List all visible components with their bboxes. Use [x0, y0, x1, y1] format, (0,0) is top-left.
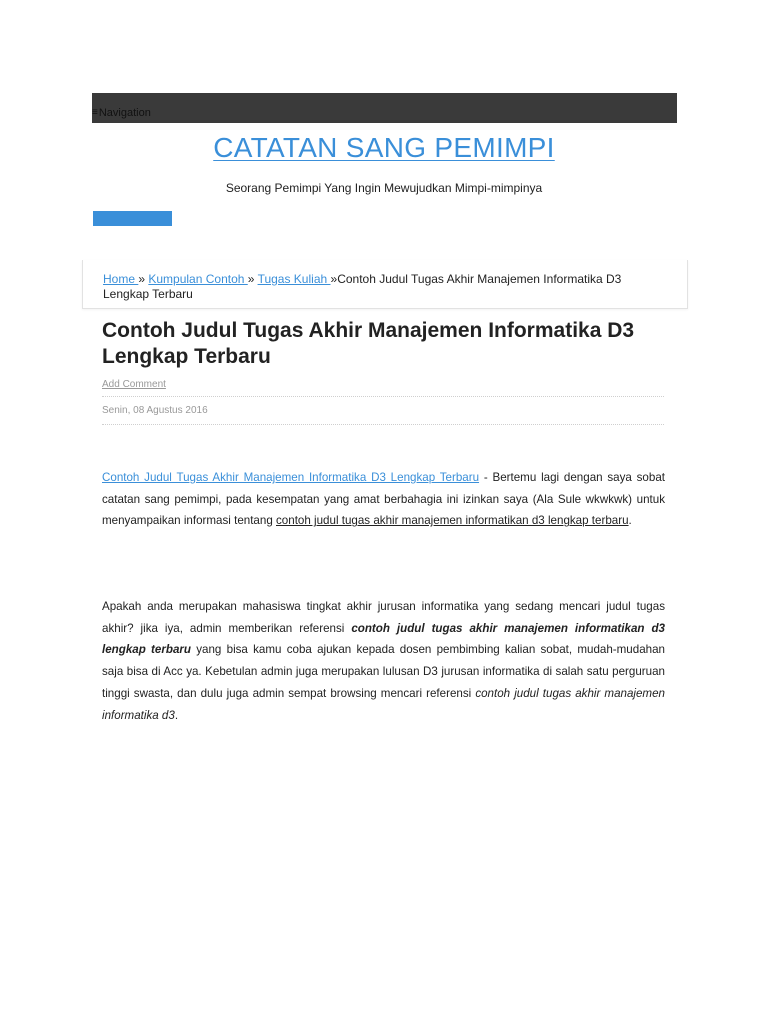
breadcrumb — [103, 272, 663, 302]
navigation-label: Navigation — [98, 107, 151, 119]
post-date: Senin, 08 Agustus 2016 — [102, 405, 664, 425]
paragraph-text: . — [628, 514, 632, 528]
breadcrumb-separator: » — [330, 272, 338, 286]
post-meta-comments — [102, 379, 664, 397]
post-title: Contoh Judul Tugas Akhir Manajemen Informatika D3 Lengkap Terbaru — [102, 319, 635, 368]
breadcrumb-kumpulan-contoh-link[interactable]: Kumpulan Contoh — [148, 272, 248, 286]
keyword-bold-italic: contoh judul tugas akhir manajemen informatikan d3 lengkap terbaru — [102, 621, 665, 657]
keyword-italic: contoh judul tugas akhir manajemen informatika d3 — [102, 686, 665, 722]
breadcrumb-current: Contoh Judul Tugas Akhir Manajemen Informatika D3 Lengkap Terbaru — [103, 272, 622, 301]
navigation-toggle[interactable] — [92, 107, 151, 119]
add-comment-link[interactable]: Add Comment — [102, 379, 166, 390]
site-title[interactable]: CATATAN SANG PEMIMPI — [213, 132, 555, 163]
post-paragraph-body — [102, 596, 665, 726]
breadcrumb-container — [82, 260, 688, 309]
site-tagline: Seorang Pemimpi Yang Ingin Mewujudkan Mimpi-mimpinya — [225, 181, 543, 195]
paragraph-text: yang bisa kamu coba ajukan kepada dosen pembimbing kalian sobat, mudah-mudahan saja bisa di Acc ya. Kebetulan admin juga merupakan lulusan D3 jurusan informatika di salah satu perguruan tinggi swasta, dan dulu juga admin sempat browsing mencari referensi — [102, 643, 665, 700]
navigation-bar — [92, 93, 677, 123]
hamburger-icon: ≡ — [92, 107, 98, 118]
paragraph-text: . — [174, 708, 179, 722]
breadcrumb-home-link[interactable]: Home — [103, 272, 139, 286]
post-title-link[interactable]: Contoh Judul Tugas Akhir Manajemen Informatika D3 Lengkap Terbaru — [102, 471, 480, 484]
post-paragraph-intro — [102, 467, 665, 532]
breadcrumb-separator: » — [138, 272, 149, 286]
paragraph-text: Apakah anda merupakan mahasiswa tingkat akhir jurusan informatika yang sedang mencari judul tugas akhir? jika iya, admin memberikan referensi — [102, 600, 665, 635]
paragraph-text: - Bertemu lagi dengan saya sobat catatan sang pemimpi, pada kesempatan yang amat berbahagia ini izinkan saya (Ala Sule wkwkwk) untuk menyampaikan informasi tentang — [102, 471, 665, 528]
menu-accent-bar[interactable] — [93, 211, 172, 226]
keyword-underline-link[interactable]: contoh judul tugas akhir manajemen informatikan d3 lengkap terbaru — [276, 514, 629, 528]
breadcrumb-separator: » — [247, 272, 258, 286]
breadcrumb-tugas-kuliah-link[interactable]: Tugas Kuliah — [257, 272, 331, 286]
